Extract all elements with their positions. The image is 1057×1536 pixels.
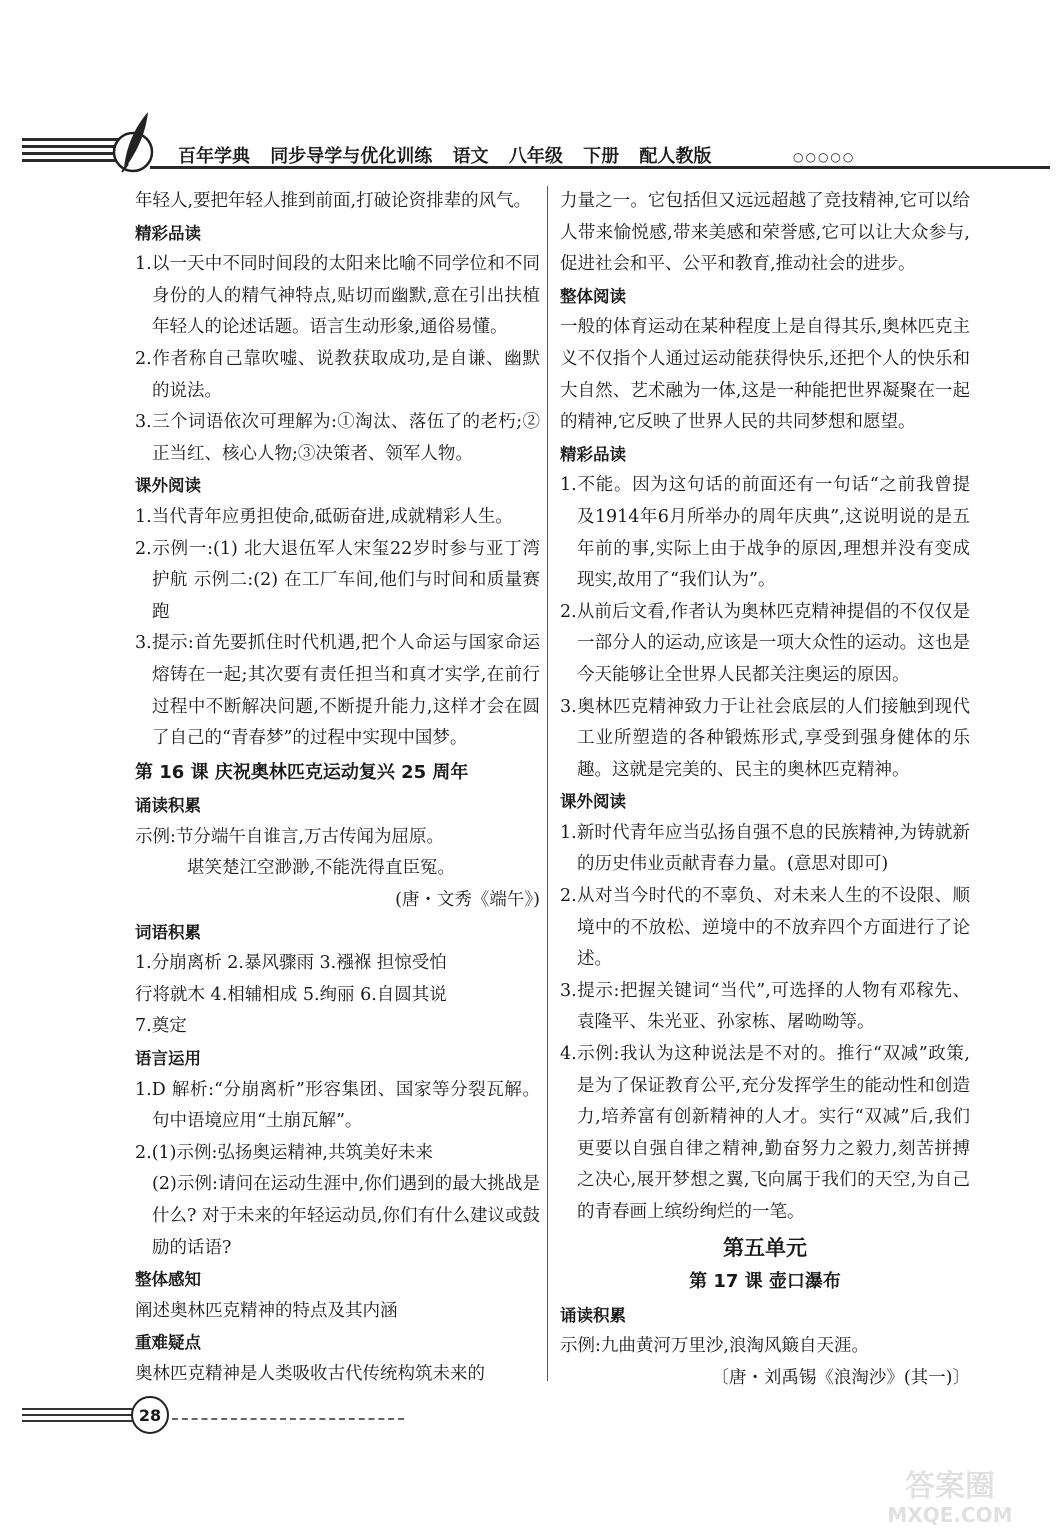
header-title xyxy=(178,142,725,168)
answer-item: (2)示例:请问在运动生涯中,你们遇到的最大挑战是什么? 对于未来的年轻运动员,你们有什么建议或鼓励的话语? xyxy=(152,1174,541,1258)
poem-line: 示例:九曲黄河万里沙,浪淘风簸自天涯。 xyxy=(560,1336,869,1357)
intro-text: 年轻人,要把年轻人推到前面,打破论资排辈的风气。 xyxy=(135,191,532,211)
feather-icon xyxy=(100,108,170,174)
answer-item: 4.示例:我认为这种说法是不对的。推行“双减”政策,是为了保证教育公平,充分发挥学生的能动性和创造力,培养富有创新精神的人才。实行“双减”后,我们更要以自强自律之精神,勤奋努力之毅力,刻苦拼搏之决心,展开梦想之翼,飞向属于我们的天空,为自己的青春画上缤纷绚烂的一笔。 xyxy=(560,1044,970,1222)
answer-item: 2.示例一:(1) 北大退伍军人宋玺22岁时参与亚丁湾护航 示例二:(2) 在工厂车间,他们与时间和质量赛跑 xyxy=(135,538,540,622)
answer-item: 2.从前后文看,作者认为奥林匹克精神提倡的不仅仅是一部分人的运动,应该是一项大众性的运动。这也是今天能够让全世界人民都关注奥运的原因。 xyxy=(560,601,970,685)
answer-item: 1.新时代青年应当弘扬自强不息的民族精神,为铸就新的历史伟业贡献青春力量。(意思对即可) xyxy=(560,822,970,875)
grade: 八年级 xyxy=(508,146,563,167)
header-dots: ○○○○○ xyxy=(793,150,856,164)
answer-item: 1.D 解析:“分崩离析”形容集团、国家等分裂瓦解。句中语境应用“土崩瓦解”。 xyxy=(135,1079,540,1132)
lesson-title: 第 16 课 庆祝奥林匹克运动复兴 25 周年 xyxy=(135,761,469,783)
section-title: 精彩品读 xyxy=(135,223,201,243)
poem-source: 〔唐・刘禹锡《浪淘沙》(其一)〕 xyxy=(711,1367,970,1388)
watermark-url: MXQE.COM xyxy=(887,1503,1013,1527)
right-column xyxy=(560,186,970,1395)
lesson-title: 第 17 课 壶口瀑布 xyxy=(689,1271,841,1293)
section-title: 诵读积累 xyxy=(135,796,201,816)
answer-item: 3.奥林匹克精神致力于让社会底层的人们接触到现代工业所塑造的各种锻炼形式,享受到强身健体的乐趣。这就是完美的、民主的奥林匹克精神。 xyxy=(560,696,970,780)
answer-item: 7.奠定 xyxy=(135,1016,187,1037)
answer-item: 2.从对当今时代的不辜负、对未来人生的不设限、顺境中的不放松、逆境中的不放弃四个方面进行了论述。 xyxy=(560,886,970,970)
section-title: 课外阅读 xyxy=(135,476,201,496)
answer-item: 1.不能。因为这句话的前面还有一句话“之前我曾提及1914年6月所举办的周年庆典”,这说明说的是五年前的事,实际上由于战争的原因,理想并没有变成现实,故用了“我们认为”。 xyxy=(560,475,970,591)
section-title: 语言运用 xyxy=(135,1049,201,1069)
answer-item: 3.提示:把握关键词“当代”,可选择的人物有邓稼先、袁隆平、朱光亚、孙家栋、屠呦呦等。 xyxy=(560,980,970,1033)
poem-line: 堪笑楚江空渺渺,不能洗得直臣冤。 xyxy=(187,858,456,879)
section-title: 整体阅读 xyxy=(560,286,626,306)
section-title: 重难疑点 xyxy=(135,1333,201,1353)
answer-item: 1.分崩离析 2.暴风骤雨 3.襁褓 担惊受怕 xyxy=(135,953,447,974)
subject: 语文 xyxy=(452,146,489,167)
answer-item: 2.(1)示例:弘扬奥运精神,共筑美好未来 xyxy=(135,1142,433,1163)
answer-item: 奥林匹克精神是人类吸收古代传统构筑未来的 xyxy=(135,1363,485,1384)
answer-item: 3.三个词语依次可理解为:①淘汰、落伍了的老朽;②正当红、核心人物;③决策者、领军人物。 xyxy=(135,412,540,464)
answer-item: 1.当代青年应勇担使命,砥砺奋进,成就精彩人生。 xyxy=(135,506,513,527)
section-title: 课外阅读 xyxy=(560,792,626,812)
watermark-logo xyxy=(875,1462,1025,1528)
poem-source: (唐・文秀《端午》) xyxy=(395,890,540,911)
page-number: 28 xyxy=(131,1396,169,1434)
answer-item: 阐述奥林匹克精神的特点及其内涵 xyxy=(135,1300,398,1321)
left-column xyxy=(135,186,540,1391)
unit-title: 第五单元 xyxy=(723,1235,807,1260)
answer-item: 一般的体育运动在某种程度上是自得其乐,奥林匹克主义不仅指个人通过运动能获得快乐,还把个人的快乐和大自然、艺术融为一体,这是一种能把世界凝聚在一起的精神,它反映了世界人民的共同梦想和愿望。 xyxy=(560,317,970,433)
section-title: 整体感知 xyxy=(135,1270,201,1290)
book-name: 百年学典 xyxy=(178,146,250,167)
poem-line: 示例:节分端午自谁言,万古传闻为屈原。 xyxy=(135,826,444,847)
answer-item: 3.提示:首先要抓住时代机遇,把个人命运与国家命运熔铸在一起;其次要有责任担当和真才实学,在前行过程中不断解决问题,不断提升能力,这样才会在圆了自己的“青春梦”的过程中实现中国梦。 xyxy=(135,633,540,749)
term: 下册 xyxy=(583,146,620,167)
page-header xyxy=(0,0,1057,180)
footer-dashed-rule xyxy=(172,1418,404,1420)
column-divider xyxy=(547,186,548,1381)
section-title: 精彩品读 xyxy=(560,444,626,464)
series-name: 同步导学与优化训练 xyxy=(270,146,433,167)
section-title: 词语积累 xyxy=(135,922,201,942)
answer-item: 1.以一天中不同时间段的太阳来比喻不同学位和不同身份的人的精气神特点,贴切而幽默,意在引出扶植年轻人的论述话题。语言生动形象,通俗易懂。 xyxy=(135,254,540,338)
answer-item: 2.作者称自己靠吹嘘、说教获取成功,是自谦、幽默的说法。 xyxy=(135,348,540,401)
edition: 配人教版 xyxy=(639,146,712,167)
watermark-text: 答案圈 xyxy=(905,1469,995,1504)
continued-text: 力量之一。它包括但又远远超越了竞技精神,它可以给人带来愉悦感,带来美感和荣誉感,它可以让大众参与,促进社会和平、公平和教育,推动社会的进步。 xyxy=(560,191,970,275)
answer-item: 行将就木 4.相辅相成 5.绚丽 6.自圆其说 xyxy=(135,984,447,1005)
section-title: 诵读积累 xyxy=(560,1305,626,1325)
footer-rule-lines xyxy=(22,1408,132,1426)
